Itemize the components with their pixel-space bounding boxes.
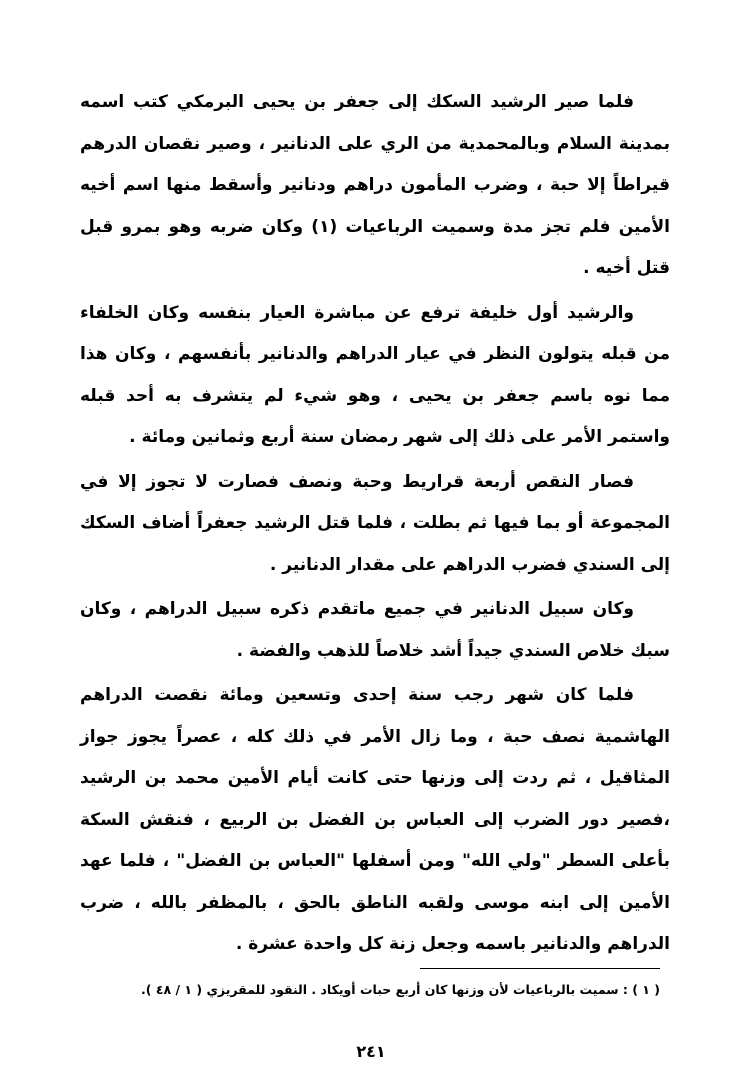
paragraph-4: وكان سبيل الدنانير في جميع ماتقدم ذكره سبيل الدراهم ، وكان سبك خلاص السندي جيداً أشد خلاصاً للذهب والفضة . [80, 599, 670, 661]
footnote: ( ١ ) : سميت بالرباعيات لأن وزنها كان أربع حبات أويكاد . النقود للمقريزي ( ١ / ٤٨ ). [141, 982, 660, 997]
paragraph-2: والرشيد أول خليفة ترفع عن مباشرة العيار بنفسه وكان الخلفاء من قبله يتولون النظر في عيار الدراهم والدنانير بأنفسهم ، وكان هذا مما نوه باسم جعفر بن يحيى ، وهو شيء لم يتشرف به أحد قبله واستمر الأمر على ذلك إلى شهر رمضان سنة أربع وثمانين ومائة . [80, 302, 670, 447]
footnote-separator [420, 968, 660, 969]
main-text [80, 82, 670, 969]
paragraph-5: فلما كان شهر رجب سنة إحدى وتسعين ومائة نقصت الدراهم الهاشمية نصف حبة ، وما زال الأمر في ذلك كله ، عصراً يجوز جواز المثاقيل ، ثم ردت إلى وزنها حتى كانت أيام الأمين محمد بن الرشيد ،فصير دور الضرب إلى العباس بن الفضل بن الربيع ، فنقش السكة بأعلى السطر "ولي الله" ومن أسفلها "العباس بن الفضل" ، فلما عهد الأمين إلى ابنه موسى ولقبه الناطق بالحق ، بالمظفر بالله ، ضرب الدراهم والدنانير باسمه وجعل زنة كل واحدة عشرة . [80, 685, 670, 954]
page-number: ٢٤١ [356, 1042, 386, 1061]
paragraph-1: فلما صير الرشيد السكك إلى جعفر بن يحيى البرمكي كتب اسمه بمدينة السلام وبالمحمدية من الري على الدنانير ، وصير نقصان الدرهم قيراطاً إلا حبة ، وضرب المأمون دراهم ودنانير وأسقط منها اسم أخيه الأمين فلم تجز مدة وسميت الرباعيات (١) وكان ضربه وهو بمرو قبل قتل أخيه . [80, 92, 670, 278]
paragraph-3: فصار النقص أربعة قراريط وحبة ونصف فصارت لا تجوز إلا في المجموعة أو بما فيها ثم بطلت ، فلما قتل الرشيد جعفراً أضاف السكك إلى السندي فضرب الدراهم على مقدار الدنانير . [80, 471, 670, 575]
